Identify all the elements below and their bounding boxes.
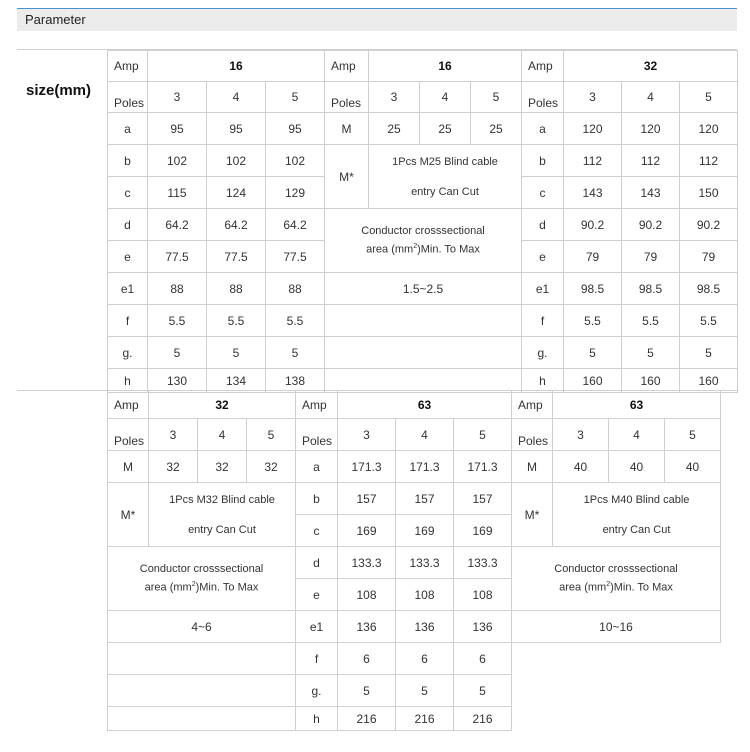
blind-cable-line1: 1Pcs M25 Blind cable xyxy=(392,155,498,168)
table-cell: 64.2 xyxy=(207,209,266,241)
table-cell: 133.3 xyxy=(454,547,512,579)
empty-cell xyxy=(108,643,296,675)
parameter-header xyxy=(17,8,737,31)
amp-label: Amp xyxy=(512,391,553,419)
table-cell: 143 xyxy=(622,177,680,209)
m-star-label: M* xyxy=(325,145,369,209)
table-cell: 115 xyxy=(148,177,207,209)
row-label: g. xyxy=(522,337,564,369)
row-label: d xyxy=(296,547,338,579)
poles-label: Poles xyxy=(522,82,564,113)
conductor-line1: Conductor crosssectional xyxy=(361,225,485,238)
table-cell: 216 xyxy=(338,707,396,731)
table-cell: 5 xyxy=(148,337,207,369)
empty-cell xyxy=(108,675,296,707)
table-cell: 171.3 xyxy=(454,451,512,483)
size-label: size(mm) xyxy=(26,82,92,99)
m-label: M xyxy=(512,451,553,483)
table-cell: 95 xyxy=(148,113,207,145)
table-cell: 79 xyxy=(680,241,738,273)
table-cell: 40 xyxy=(609,451,665,483)
conductor-line2: area $(mm^2)Min$. To Max xyxy=(366,243,480,256)
blind-cable-note xyxy=(149,483,296,547)
table-cell: 171.3 xyxy=(396,451,454,483)
blind-cable-note xyxy=(369,145,522,209)
empty-cell xyxy=(512,707,721,731)
table-cell: 216 xyxy=(454,707,512,731)
amp-label: Amp xyxy=(108,391,149,419)
row-label: f xyxy=(296,643,338,675)
row-label: c xyxy=(296,515,338,547)
poles-label: Poles xyxy=(108,82,148,113)
table-cell: 77.5 xyxy=(207,241,266,273)
table-cell: 40 xyxy=(665,451,721,483)
table-cell: 5 xyxy=(338,675,396,707)
table-cell: 130 xyxy=(148,369,207,393)
amp-value: 16 xyxy=(369,51,522,82)
table-cell: 98.5 xyxy=(564,273,622,305)
row-label: g. xyxy=(296,675,338,707)
row-label: d xyxy=(108,209,148,241)
blind-cable-note xyxy=(553,483,721,547)
table-cell: 136 xyxy=(338,611,396,643)
table-cell: 136 xyxy=(396,611,454,643)
conductor-note xyxy=(108,547,296,611)
table-cell: 133.3 xyxy=(338,547,396,579)
table-cell: 120 xyxy=(564,113,622,145)
table-cell: 102 xyxy=(148,145,207,177)
amp-label: Amp xyxy=(296,391,338,419)
empty-cell xyxy=(512,675,721,707)
pole-cell: 5 xyxy=(680,82,738,113)
amp-value: 63 xyxy=(338,391,512,419)
conductor-range: 1.5~2.5 xyxy=(325,273,522,305)
table-cell: 88 xyxy=(207,273,266,305)
table-32a-cable-entry xyxy=(107,390,296,731)
row-label: f xyxy=(108,305,148,337)
pole-cell: 4 xyxy=(609,419,665,451)
amp-value: 63 xyxy=(553,391,721,419)
empty-cell xyxy=(108,707,296,731)
row-label: b xyxy=(108,145,148,177)
table-cell: 32 xyxy=(247,451,296,483)
table-cell: 138 xyxy=(266,369,325,393)
conductor-note xyxy=(512,547,721,611)
row-label: c xyxy=(108,177,148,209)
table-cell: 25 xyxy=(369,113,420,145)
blind-cable-line1: 1Pcs M32 Blind cable xyxy=(169,493,275,506)
row-label: e1 xyxy=(108,273,148,305)
table-cell: 5.5 xyxy=(564,305,622,337)
table-cell: 90.2 xyxy=(564,209,622,241)
table-cell: 5.5 xyxy=(148,305,207,337)
m-label: M xyxy=(325,113,369,145)
row-label: b xyxy=(522,145,564,177)
table-cell: 124 xyxy=(207,177,266,209)
table-cell: 160 xyxy=(622,369,680,393)
table-cell: 77.5 xyxy=(266,241,325,273)
table-cell: 98.5 xyxy=(680,273,738,305)
row-label: a xyxy=(522,113,564,145)
conductor-line1: Conductor crosssectional xyxy=(554,563,678,576)
row-label: e1 xyxy=(522,273,564,305)
table-cell: 32 xyxy=(149,451,198,483)
table-cell: 129 xyxy=(266,177,325,209)
row-label: h xyxy=(296,707,338,731)
row-label: e xyxy=(108,241,148,273)
row-label: e xyxy=(522,241,564,273)
empty-cell xyxy=(512,643,721,675)
row-label: g. xyxy=(108,337,148,369)
table-cell: 5 xyxy=(622,337,680,369)
table-cell: 25 xyxy=(420,113,471,145)
table-16a-dimensions xyxy=(107,50,325,393)
pole-cell: 4 xyxy=(622,82,680,113)
table-cell: 5.5 xyxy=(680,305,738,337)
table-cell: 112 xyxy=(680,145,738,177)
m-star-label: M* xyxy=(108,483,149,547)
table-cell: 79 xyxy=(622,241,680,273)
table-cell: 112 xyxy=(564,145,622,177)
conductor-line2: area $(mm^2)Min$. To Max xyxy=(144,581,259,594)
table-cell: 120 xyxy=(622,113,680,145)
table-cell: 5.5 xyxy=(622,305,680,337)
empty-cell xyxy=(325,369,522,393)
table-cell: 5 xyxy=(680,337,738,369)
row-label: h xyxy=(108,369,148,393)
table-cell: 157 xyxy=(338,483,396,515)
conductor-line1: Conductor crosssectional xyxy=(139,563,264,576)
conductor-range: 10~16 xyxy=(512,611,721,643)
pole-cell: 3 xyxy=(553,419,609,451)
table-cell: 157 xyxy=(454,483,512,515)
table-cell: 102 xyxy=(207,145,266,177)
table-cell: 6 xyxy=(338,643,396,675)
table-cell: 40 xyxy=(553,451,609,483)
table-cell: 90.2 xyxy=(622,209,680,241)
table-cell: 5 xyxy=(454,675,512,707)
amp-label: Amp xyxy=(325,51,369,82)
blind-cable-line2: entry Can Cut xyxy=(602,523,671,536)
row-label: f xyxy=(522,305,564,337)
table-cell: 143 xyxy=(564,177,622,209)
conductor-range: 4~6 xyxy=(108,611,296,643)
row-label: d xyxy=(522,209,564,241)
pole-cell: 5 xyxy=(247,419,296,451)
table-cell: 108 xyxy=(338,579,396,611)
table-cell: 171.3 xyxy=(338,451,396,483)
table-cell: 5.5 xyxy=(266,305,325,337)
row-label: h xyxy=(522,369,564,393)
table-cell: 160 xyxy=(564,369,622,393)
amp-label: Amp xyxy=(108,51,148,82)
empty-cell xyxy=(325,305,522,337)
row-label: c xyxy=(522,177,564,209)
table-cell: 108 xyxy=(396,579,454,611)
table-cell: 169 xyxy=(454,515,512,547)
m-star-label: M* xyxy=(512,483,553,547)
table-cell: 169 xyxy=(338,515,396,547)
table-cell: 169 xyxy=(396,515,454,547)
amp-value: 16 xyxy=(148,51,325,82)
table-cell: 133.3 xyxy=(396,547,454,579)
pole-cell: 4 xyxy=(396,419,454,451)
poles-label: Poles xyxy=(512,419,553,451)
amp-label: Amp xyxy=(522,51,564,82)
pole-cell: 3 xyxy=(564,82,622,113)
pole-cell: 3 xyxy=(369,82,420,113)
table-cell: 5 xyxy=(564,337,622,369)
table-cell: 112 xyxy=(622,145,680,177)
blind-cable-line1: 1Pcs M40 Blind cable xyxy=(583,493,690,506)
table-cell: 64.2 xyxy=(148,209,207,241)
table-32a-dimensions xyxy=(521,50,738,393)
table-cell: 95 xyxy=(266,113,325,145)
table-cell: 120 xyxy=(680,113,738,145)
m-label: M xyxy=(108,451,149,483)
row-label: b xyxy=(296,483,338,515)
table-cell: 77.5 xyxy=(148,241,207,273)
conductor-line2: area $(mm^2)Min$. To Max xyxy=(559,581,673,594)
blind-cable-line2: entry Can Cut xyxy=(411,185,479,198)
table-cell: 5 xyxy=(207,337,266,369)
pole-cell: 3 xyxy=(149,419,198,451)
table-cell: 5.5 xyxy=(207,305,266,337)
blind-cable-line2: entry Can Cut xyxy=(188,523,256,536)
table-cell: 6 xyxy=(454,643,512,675)
pole-cell: 4 xyxy=(198,419,247,451)
table-cell: 150 xyxy=(680,177,738,209)
table-cell: 32 xyxy=(198,451,247,483)
poles-label: Poles xyxy=(325,82,369,113)
pole-cell: 5 xyxy=(266,82,325,113)
table-cell: 5 xyxy=(396,675,454,707)
amp-value: 32 xyxy=(564,51,738,82)
table-cell: 95 xyxy=(207,113,266,145)
parameter-title: Parameter xyxy=(25,12,86,27)
pole-cell: 3 xyxy=(338,419,396,451)
table-63a-dimensions xyxy=(295,390,512,731)
table-63a-cable-entry xyxy=(511,390,721,731)
table-cell: 157 xyxy=(396,483,454,515)
poles-label: Poles xyxy=(108,419,149,451)
pole-cell: 5 xyxy=(471,82,522,113)
table-cell: 90.2 xyxy=(680,209,738,241)
table-cell: 6 xyxy=(396,643,454,675)
table-cell: 108 xyxy=(454,579,512,611)
table-cell: 88 xyxy=(148,273,207,305)
pole-cell: 3 xyxy=(148,82,207,113)
table-cell: 102 xyxy=(266,145,325,177)
table-cell: 160 xyxy=(680,369,738,393)
table-cell: 216 xyxy=(396,707,454,731)
pole-cell: 4 xyxy=(420,82,471,113)
pole-cell: 5 xyxy=(454,419,512,451)
row-label: a xyxy=(108,113,148,145)
table-cell: 64.2 xyxy=(266,209,325,241)
table-cell: 98.5 xyxy=(622,273,680,305)
conductor-note xyxy=(325,209,522,273)
table-cell: 79 xyxy=(564,241,622,273)
table-cell: 5 xyxy=(266,337,325,369)
row-label: e xyxy=(296,579,338,611)
table-16a-cable-entry xyxy=(324,50,522,393)
table-cell: 88 xyxy=(266,273,325,305)
pole-cell: 4 xyxy=(207,82,266,113)
amp-value: 32 xyxy=(149,391,296,419)
table-cell: 134 xyxy=(207,369,266,393)
table-cell: 25 xyxy=(471,113,522,145)
row-label: a xyxy=(296,451,338,483)
pole-cell: 5 xyxy=(665,419,721,451)
empty-cell xyxy=(325,337,522,369)
row-label: e1 xyxy=(296,611,338,643)
table-cell: 136 xyxy=(454,611,512,643)
poles-label: Poles xyxy=(296,419,338,451)
